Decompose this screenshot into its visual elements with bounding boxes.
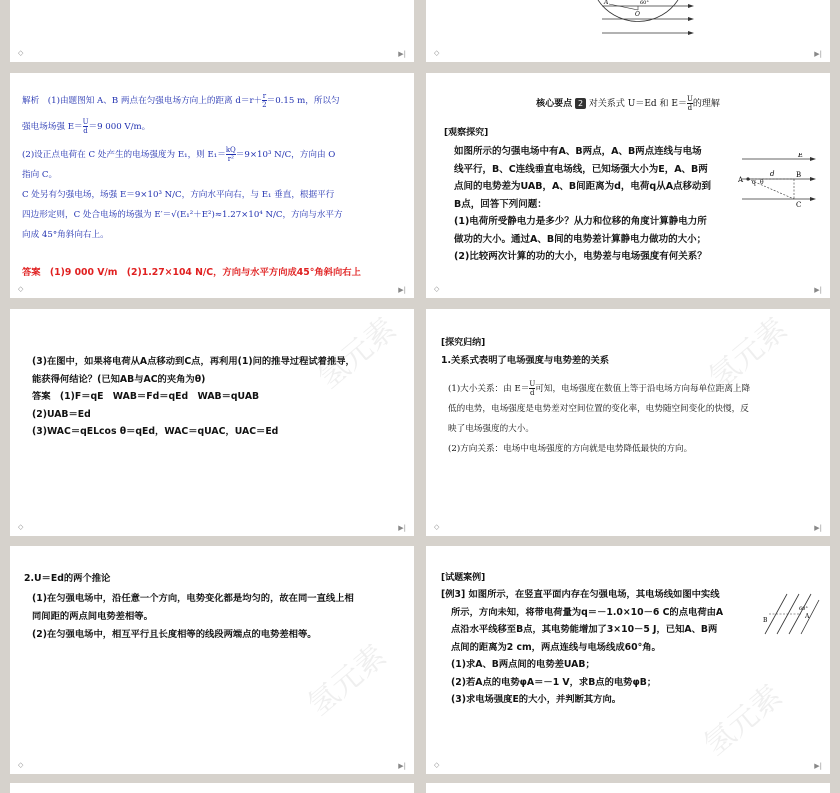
- solution-line-2: 强电场场强 E＝ $\frac{U}{d}$ ＝9 000 V/m。: [22, 118, 151, 135]
- solution-line-1: 解析 (1)由题图知 A、B 两点在匀强电场方向上的距离 d＝r＋ $\frac{r}{2}$ ＝0.15 m，所以匀: [22, 92, 340, 109]
- watermark: 氢元素: [301, 638, 393, 724]
- svg-text:θ: θ: [760, 179, 764, 186]
- svg-text:A: A: [805, 613, 810, 620]
- section-badge: 2: [575, 98, 586, 109]
- field-figure: [738, 153, 818, 223]
- derivation-text: (3)在图中，如果将电荷从A点移动到C点，再利用(1)问的推导过程试着推导， 能获得何结论？(已知AB与AC的夹角为θ) 答案 (1)F＝qE WAB＝Fd＝qEd WAB＝qUAB (2)UAB＝Ed (3)WAC＝qELcos θ＝qEd，WAC＝qUAC，UAC＝Ed: [32, 356, 355, 437]
- slide-2: [426, 0, 830, 62]
- svg-text:d: d: [770, 170, 775, 178]
- play-icon[interactable]: ▶|: [398, 762, 406, 770]
- label-angle: 60°: [640, 0, 649, 6]
- answer-text: 答案 (1)9 000 V/m (2)1.27×104 N/C，方向与水平方向成45°角斜向右上: [22, 267, 361, 278]
- slide-8: [426, 546, 830, 774]
- svg-text:60°: 60°: [799, 606, 808, 612]
- svg-text:E: E: [798, 153, 804, 159]
- solution-line-4: 指向 C。: [22, 170, 58, 180]
- slide-title: 核心要点 2 对关系式 U＝Ed 和 E＝ $\frac{U}{d}$ 的理解: [536, 95, 720, 112]
- footer-logo: ◇: [434, 761, 440, 769]
- slide-3: [10, 73, 414, 298]
- footer-logo: ◇: [434, 49, 440, 57]
- circle-figure: [426, 0, 830, 62]
- footer-logo: ◇: [434, 523, 440, 531]
- slide-10: [426, 783, 830, 793]
- svg-text:C: C: [796, 201, 802, 209]
- footer-logo: ◇: [18, 523, 24, 531]
- play-icon[interactable]: ▶|: [398, 50, 406, 58]
- solution-line-3: (2)设正点电荷在 C 处产生的电场强度为 E₁，则 E₁＝ $\frac{kQ}{\text{r²}}$ ＝9×10³ N/C，方向由 O: [22, 146, 336, 163]
- svg-text:B: B: [763, 617, 768, 624]
- watermark: 氢元素: [702, 311, 794, 397]
- example-text: [例3] 如图所示，在竖直平面内存在匀强电场，其电场线如图中实线 所示，方向未知，将带电荷量为q＝－1.0×10－6 C的点电荷由A 点沿水平线移至B点，其电势能增加了3×10－5 J，已知A、B两 点间的距离为2 cm，两点连线与电场线成60°角。 (1)求A、B两点间的电势差UAB； (2)若A点的电势φA＝－1 V，求B点的电势φB； (3)求电场强度E的大小，并判断其方向。: [441, 589, 724, 705]
- play-icon[interactable]: ▶|: [398, 286, 406, 294]
- slide-9: [10, 783, 414, 793]
- footer-logo: ◇: [18, 761, 24, 769]
- watermark: 氢元素: [311, 311, 403, 397]
- slide-5: [10, 309, 414, 536]
- label-o: O: [635, 11, 640, 18]
- slanted-field-figure: [761, 590, 821, 640]
- footer-logo: ◇: [18, 49, 24, 57]
- section-label: [试题案例]: [441, 573, 486, 583]
- solution-line-6: 四边形定则，C 处合电场的场强为 E′＝√(E₁²＋E²)≈1.27×10⁴ N/C，方向与水平方: [22, 210, 343, 220]
- play-icon[interactable]: ▶|: [814, 524, 822, 532]
- solution-line-7: 向成 45°角斜向右上。: [22, 230, 109, 240]
- corollary-text: (1)在匀强电场中，沿任意一个方向，电势变化都是均匀的，故在同一直线上相 同间距的两点间电势差相等。 (2)在匀强电场中，相互平行且长度相等的线段两端点的电势差相等。: [32, 593, 354, 640]
- section-label: [探究归纳]: [441, 338, 486, 348]
- section-label: [观察探究]: [444, 128, 489, 138]
- section-heading: 1.关系式表明了电场强度与电势差的关系: [441, 355, 610, 366]
- footer-logo: ◇: [18, 285, 24, 293]
- svg-text:B: B: [796, 171, 802, 179]
- slide-4: [426, 73, 830, 298]
- section-heading: 2.U＝Ed的两个推论: [24, 573, 111, 584]
- solution-text: [22, 91, 402, 245]
- svg-text:q: q: [752, 179, 756, 186]
- relation-text: (1)大小关系：由 E＝ $\frac{U}{d}$ 可知，电场强度在数值上等于沿电场方向每单位距离上降 低的电势，电场强度是电势差对空间位置的变化率，电势随空间变化的快慢，反 映了电场强度的大小。 (2)方向关系：电场中电场强度的方向就是电势降低最快的方向。: [448, 380, 751, 454]
- play-icon[interactable]: ▶|: [814, 286, 822, 294]
- play-icon[interactable]: ▶|: [814, 50, 822, 58]
- svg-text:A: A: [738, 176, 744, 184]
- slide-7: [10, 546, 414, 774]
- label-a: A: [604, 0, 609, 6]
- slide-1: [10, 0, 414, 62]
- watermark: 氢元素: [697, 678, 789, 764]
- play-icon[interactable]: ▶|: [398, 524, 406, 532]
- footer-logo: ◇: [434, 285, 440, 293]
- slide-6: [426, 309, 830, 536]
- solution-line-5: C 处另有匀强电场，场强 E＝9×10³ N/C，方向水平向右，与 E₁ 垂直，根据平行: [22, 190, 335, 200]
- question-text: 如图所示的匀强电场中有A、B两点，A、B两点连线与电场 线平行，B、C连线垂直电场线，已知场强大小为E，A、B两 点间的电势差为UAB，A、B间距离为d，电荷q从A点移动到 B点，回答下列问题： (1)电荷所受静电力是多少？从力和位移的角度计算静电力所 做功的大小。通过A、B间的电势差计算静电力做功的大小； (2)比较两次计算的功的大小，电势差与电场强度有何关系？: [454, 146, 712, 262]
- play-icon[interactable]: ▶|: [814, 762, 822, 770]
